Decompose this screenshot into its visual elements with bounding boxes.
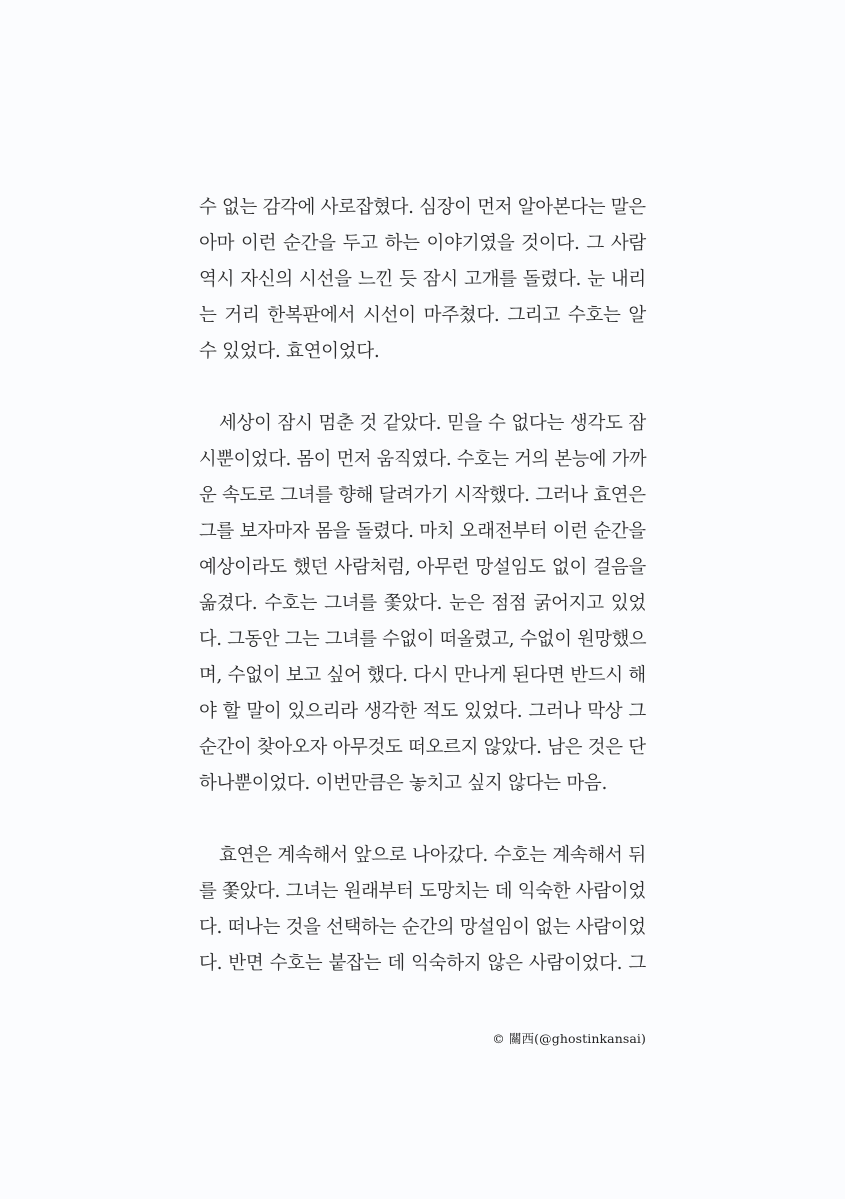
text-line: 역시 자신의 시선을 느낀 듯 잠시 고개를 돌렸다. 눈 내리	[199, 269, 646, 290]
text-line: 운 속도로 그녀를 향해 달려가기 시작했다. 그러나 효연은	[199, 485, 646, 506]
text-line: 효연은 계속해서 앞으로 나아갔다. 수호는 계속해서 뒤	[219, 845, 646, 866]
paragraph-2	[199, 406, 646, 802]
text-line: 아마 이런 순간을 두고 하는 이야기였을 것이다. 그 사람	[199, 233, 646, 254]
copyright-footer: © 關西(@ghostinkansai)	[492, 1031, 646, 1046]
paragraph-3	[199, 838, 646, 982]
text-line: 를 쫓았다. 그녀는 원래부터 도망치는 데 익숙한 사람이었	[199, 881, 646, 902]
text-line: 는 거리 한복판에서 시선이 마주쳤다. 그리고 수호는 알	[199, 305, 646, 326]
text-line: 다. 떠나는 것을 선택하는 순간의 망설임이 없는 사람이었	[199, 917, 646, 938]
text-line: 수 없는 감각에 사로잡혔다. 심장이 먼저 알아본다는 말은	[199, 197, 646, 218]
text-line: 다. 반면 수호는 붙잡는 데 익숙하지 않은 사람이었다. 그	[199, 953, 646, 974]
text-line: 그를 보자마자 몸을 돌렸다. 마치 오래전부터 이런 순간을	[199, 521, 646, 542]
text-line: 세상이 잠시 멈춘 것 같았다. 믿을 수 없다는 생각도 잠	[219, 413, 646, 434]
text-line: 하나뿐이었다. 이번만큼은 놓치고 싶지 않다는 마음.	[199, 773, 608, 794]
text-line: 며, 수없이 보고 싶어 했다. 다시 만나게 된다면 반드시 해	[199, 665, 646, 686]
text-line: 시뿐이었다. 몸이 먼저 움직였다. 수호는 거의 본능에 가까	[199, 449, 647, 470]
text-line: 옮겼다. 수호는 그녀를 쫓았다. 눈은 점점 굵어지고 있었	[199, 593, 646, 614]
text-line: 다. 그동안 그는 그녀를 수없이 떠올렸고, 수없이 원망했으	[199, 629, 647, 650]
text-line: 야 할 말이 있으리라 생각한 적도 있었다. 그러나 막상 그	[199, 701, 646, 722]
paragraph-1	[199, 190, 646, 370]
text-line: 수 있었다. 효연이었다.	[199, 341, 380, 362]
text-line: 예상이라도 했던 사람처럼, 아무런 망설임도 없이 걸음을	[199, 557, 646, 578]
text-line: 순간이 찾아오자 아무것도 떠오르지 않았다. 남은 것은 단	[199, 737, 646, 758]
